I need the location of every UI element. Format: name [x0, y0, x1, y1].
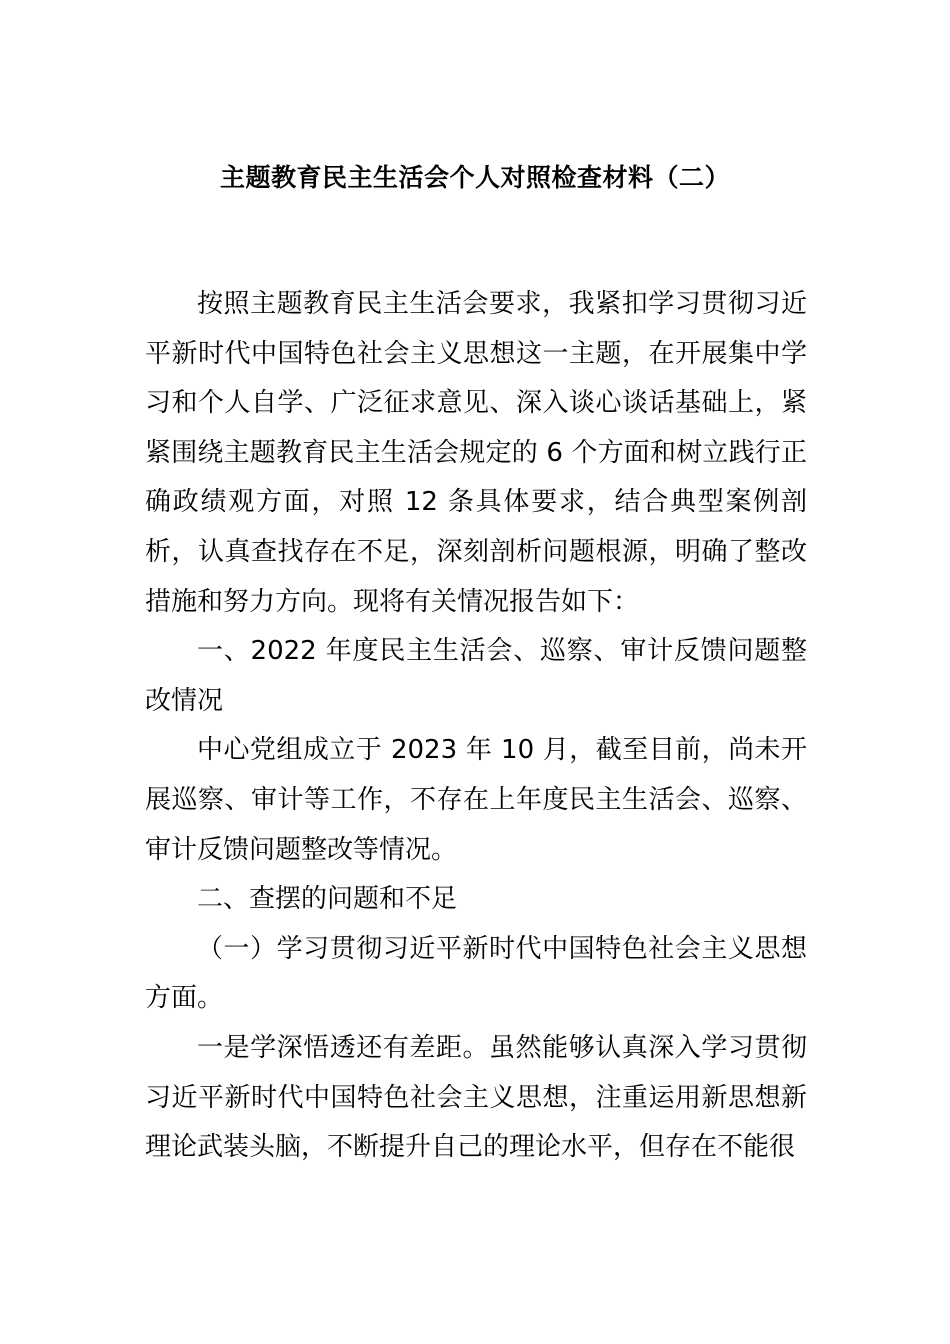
paragraph-point-1: 一是学深悟透还有差距。虽然能够认真深入学习贯彻习近平新时代中国特色社会主义思想，注重运用新思想新理论武装头脑，不断提升自己的理论水平，但存在不能很 [145, 1032, 807, 1163]
paragraph-section-1: 中心党组成立于 2023 年 10 月，截至目前，尚未开展巡察、审计等工作，不存在上年度民主生活会、巡察、审计反馈问题整改等情况。 [145, 735, 807, 865]
paragraph-intro: 按照主题教育民主生活会要求，我紧扣学习贯彻习近平新时代中国特色社会主义思想这一主题，在开展集中学习和个人自学、广泛征求意见、深入谈心谈话基础上，紧紧围绕主题教育民主生活会规定的 6 个方面和树立践行正确政绩观方面，对照 12 条具体要求，结合典型案例剖析，认真查找存在不足，深刻剖析问题根源，明确了整改措施和努力方向。现将有关情况报告如下： [145, 289, 807, 617]
section-heading-2: 二、查摆的问题和不足 [197, 884, 458, 915]
document-title: 主题教育民主生活会个人对照检查材料（二） [219, 163, 730, 192]
document-body [145, 280, 807, 1173]
section-heading-1: 一、2022 年度民主生活会、巡察、审计反馈问题整改情况 [145, 636, 807, 716]
subsection-heading-1: （一）学习贯彻习近平新时代中国特色社会主义思想方面。 [145, 933, 807, 1014]
